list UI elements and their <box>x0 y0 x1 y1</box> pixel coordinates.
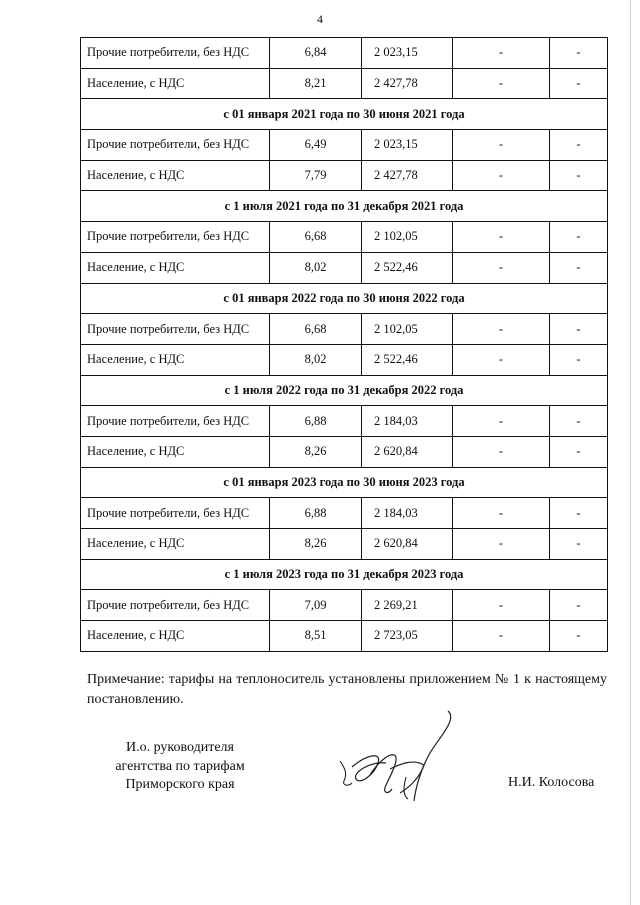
table-row <box>81 68 608 99</box>
value-cell: 2 620,84 <box>362 529 453 560</box>
value-cell: - <box>453 406 550 437</box>
table-row <box>81 314 608 345</box>
table-row <box>81 498 608 529</box>
value-cell: - <box>453 436 550 467</box>
signer-title-line: И.о. руководителя <box>125 740 234 755</box>
value-cell: - <box>453 160 550 191</box>
value-cell: - <box>550 222 608 253</box>
page-edge-line <box>630 0 631 905</box>
value-cell: - <box>453 130 550 161</box>
value-cell: 6,68 <box>270 222 362 253</box>
signer-title <box>100 739 260 795</box>
value-cell: - <box>550 68 608 99</box>
value-cell: 8,26 <box>270 436 362 467</box>
value-cell: - <box>453 314 550 345</box>
value-cell: 2 522,46 <box>362 344 453 375</box>
table-row <box>81 130 608 161</box>
value-cell: 2 269,21 <box>362 590 453 621</box>
period-header: с 01 января 2023 года по 30 июня 2023 года <box>81 467 608 498</box>
table-row <box>81 529 608 560</box>
consumer-cell: Прочие потребители, без НДС <box>81 406 270 437</box>
value-cell: - <box>550 498 608 529</box>
consumer-cell: Прочие потребители, без НДС <box>81 314 270 345</box>
value-cell: 2 184,03 <box>362 406 453 437</box>
value-cell: 6,84 <box>270 38 362 69</box>
value-cell: 8,21 <box>270 68 362 99</box>
value-cell: 2 723,05 <box>362 621 453 652</box>
consumer-cell: Прочие потребители, без НДС <box>81 590 270 621</box>
value-cell: - <box>550 344 608 375</box>
value-cell: 8,26 <box>270 529 362 560</box>
consumer-cell: Население, с НДС <box>81 621 270 652</box>
consumer-cell: Население, с НДС <box>81 160 270 191</box>
period-header-row <box>81 559 608 590</box>
value-cell: - <box>453 38 550 69</box>
value-cell: - <box>550 252 608 283</box>
value-cell: 8,02 <box>270 252 362 283</box>
period-header-row <box>81 191 608 222</box>
value-cell: 2 620,84 <box>362 436 453 467</box>
table-row <box>81 621 608 652</box>
value-cell: 6,88 <box>270 406 362 437</box>
value-cell: 8,02 <box>270 344 362 375</box>
consumer-cell: Население, с НДС <box>81 344 270 375</box>
value-cell: - <box>453 590 550 621</box>
value-cell: 2 184,03 <box>362 498 453 529</box>
value-cell: 2 427,78 <box>362 160 453 191</box>
table-row <box>81 160 608 191</box>
table-row <box>81 344 608 375</box>
consumer-cell: Прочие потребители, без НДС <box>81 38 270 69</box>
signer-title-line: агентства по тарифам <box>115 758 245 774</box>
period-header: с 01 января 2022 года по 30 июня 2022 года <box>81 283 608 314</box>
value-cell: 2 427,78 <box>362 68 453 99</box>
table-row <box>81 252 608 283</box>
table-row <box>81 406 608 437</box>
handwritten-signature-icon <box>330 705 470 815</box>
consumer-cell: Население, с НДС <box>81 68 270 99</box>
value-cell: - <box>550 314 608 345</box>
value-cell: 7,09 <box>270 590 362 621</box>
value-cell: - <box>453 498 550 529</box>
tariff-table-body <box>81 38 608 652</box>
period-header: с 1 июля 2021 года по 31 декабря 2021 года <box>81 191 608 222</box>
consumer-cell: Прочие потребители, без НДС <box>81 498 270 529</box>
value-cell: 2 102,05 <box>362 222 453 253</box>
value-cell: 6,49 <box>270 130 362 161</box>
consumer-cell: Население, с НДС <box>81 529 270 560</box>
value-cell: 2 023,15 <box>362 130 453 161</box>
value-cell: 8,51 <box>270 621 362 652</box>
period-header-row <box>81 375 608 406</box>
period-header: с 01 января 2021 года по 30 июня 2021 года <box>81 99 608 130</box>
signer-name: Н.И. Колосова <box>508 775 595 790</box>
period-header: с 1 июля 2023 года по 31 декабря 2023 года <box>81 559 608 590</box>
period-header-row <box>81 283 608 314</box>
note-text: Примечание: тарифы на теплоноситель установлены приложением № 1 к настоящему постановлению. <box>87 672 607 707</box>
value-cell: 2 023,15 <box>362 38 453 69</box>
table-row <box>81 436 608 467</box>
table-row <box>81 38 608 69</box>
period-header: с 1 июля 2022 года по 31 декабря 2022 года <box>81 375 608 406</box>
value-cell: 6,88 <box>270 498 362 529</box>
value-cell: - <box>550 436 608 467</box>
value-cell: - <box>453 222 550 253</box>
value-cell: - <box>453 344 550 375</box>
table-row <box>81 590 608 621</box>
value-cell: 7,79 <box>270 160 362 191</box>
value-cell: - <box>550 621 608 652</box>
value-cell: 2 102,05 <box>362 314 453 345</box>
consumer-cell: Прочие потребители, без НДС <box>81 222 270 253</box>
consumer-cell: Прочие потребители, без НДС <box>81 130 270 161</box>
consumer-cell: Население, с НДС <box>81 252 270 283</box>
value-cell: - <box>550 160 608 191</box>
period-header-row <box>81 467 608 498</box>
value-cell: 6,68 <box>270 314 362 345</box>
signer-title-line: Приморского края <box>125 777 235 792</box>
tariff-table <box>80 37 608 652</box>
page-number: 4 <box>317 12 323 26</box>
value-cell: - <box>453 621 550 652</box>
value-cell: 2 522,46 <box>362 252 453 283</box>
consumer-cell: Население, с НДС <box>81 436 270 467</box>
value-cell: - <box>550 38 608 69</box>
value-cell: - <box>550 406 608 437</box>
value-cell: - <box>550 529 608 560</box>
value-cell: - <box>453 529 550 560</box>
period-header-row <box>81 99 608 130</box>
value-cell: - <box>550 590 608 621</box>
table-row <box>81 222 608 253</box>
value-cell: - <box>453 252 550 283</box>
value-cell: - <box>550 130 608 161</box>
value-cell: - <box>453 68 550 99</box>
